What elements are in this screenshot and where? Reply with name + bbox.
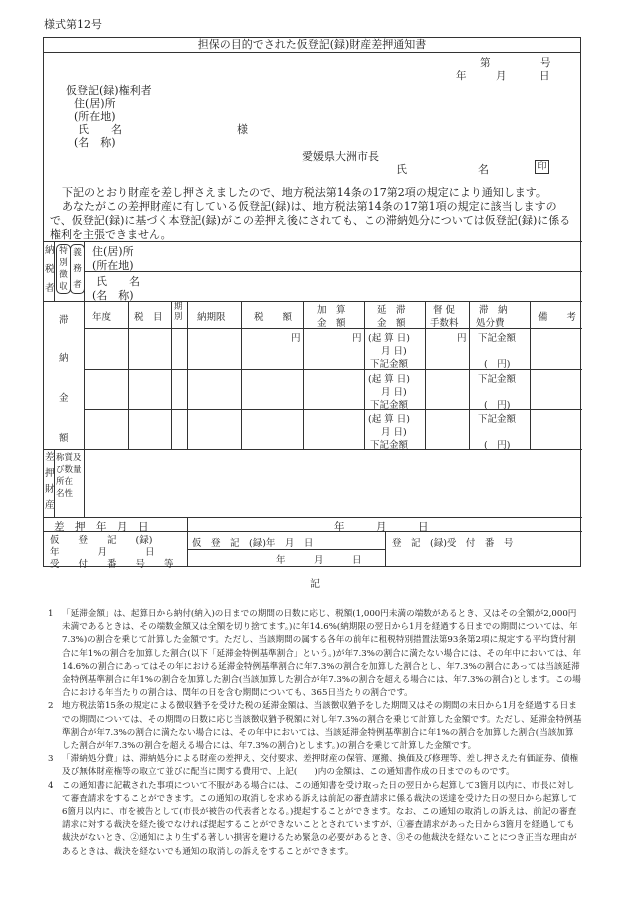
col-tax-item: 税 目 [134, 312, 163, 323]
registration-receipt-number-label: 登 記 (録)受 付 番 号 [392, 538, 514, 549]
yen-tax: 円 [291, 333, 301, 344]
addressee-holder: 仮登記(録)権利者 [66, 84, 152, 97]
col-demand-fee-2: 手数料 [430, 318, 459, 329]
sender-org: 愛媛県大洲市長 [302, 150, 379, 163]
registration-label-3: 受 付 番 号 等 [50, 559, 174, 570]
note-3: 3 「滞納処分費」は、滞納処分による財産の差押え、交付要求、差押財産の保管、運搬、換価及び修理等、差し押さえた有価証券、債権及び無体財産権等の取立て並びに配当に関する費用で、上記( )内の金額は、この通知書作成の日までのものです。 [48, 754, 579, 778]
col-late-fee-2: 金 額 [377, 318, 406, 329]
seize-date-value: 年 月 日 [334, 521, 429, 533]
number-dai: 第 [480, 57, 491, 69]
property-label: 差 押 財 産 [45, 452, 55, 511]
col-year: 年度 [92, 312, 112, 323]
yen-surcharge: 円 [352, 333, 362, 344]
obligor-label: 義 務 者 [70, 244, 85, 294]
taxpayer-label: 納 税 者 [45, 245, 55, 294]
yen-demand: 円 [457, 333, 467, 344]
taxpayer-title-label: (名 称) [92, 289, 134, 302]
delinquent-label-3: 金 [59, 393, 69, 404]
date-month: 月 [496, 70, 507, 82]
notice-form: 担保の目的でされた仮登記(録)財産差押通知書 第 号 年 月 日 仮登記(録)権利者 住(居)所 (所在地) 氏 名 様 (名 称) 愛媛県大洲市長 氏 名 印 下記のとおり財産を差し押さえましたので、地方税法第14条の17第2項の規定により通知します。 あなたがこの差押財産に有している仮登記(録)は、地方税法第14条の17第1項の規定に該当しますので、仮登記(録)に基づく本登記(録)がこの差押え後にされても、この滞納処分については仮登記(録)に係る権利を主張できません。 納 税 者 特 別 徴 収 義 務 者 住(居)所 (所在地) 氏 名 (名 称) 滞 納 金 額 年度 税 目 期別 納期限 税 額 加 算 金 額 延 滞 金 額 督 促 手数料 滞 納 処分費 備 考 円 円 円 (起 算 日) 月 日) 下記金額 下記金額 ( 円) (起 算 日) 月 日) 下記金額 下記金額 ( 円) (起 算 日) 月 日) 下記金額 下記金額 ( 円) 差 押 財 産 称質及 び数量 所在 名性 差 押 年 月 日 年 月 日 仮 登 記 (録) 年 月 日 受 付 番 号 等 仮 登 記 (録)年 月 日 年 月 日 登 記 (録)受 付 番 号 [43, 37, 581, 567]
addressee-address-label: 住(居)所 [74, 97, 116, 110]
note-2: 2 地方税法第15条の規定による徴収猶予を受けた税の延滞金額は、当該徴収猶予をした期間又はその期間の末日から1月を経過する日までの期間については、その期間の日数に応じ当該徴収猶予税額に対し年7.3%の割合を乗じて計算した金額です。ただし、延滞金特例基準割合が年7.3%の割合に満たない場合には、その年中においては、当該延滞金特例基準割合に年1%の割合を加算した割合(当該加算した割合が年7.3%の割合を超える場合には、年7.3%の割合)とします。)の割合を乗じて計算した金額です。 [48, 701, 582, 752]
special-collection-label: 特 別 徴 収 [56, 244, 71, 294]
ki-heading: 記 [310, 579, 320, 590]
sender-mei: 名 [478, 163, 489, 176]
registration-label-2: 年 月 日 [50, 547, 155, 558]
col-disposition-fee-2: 処分費 [476, 318, 505, 329]
col-surcharge-2: 金 額 [317, 318, 346, 329]
date-day: 日 [539, 70, 550, 82]
sender-shi: 氏 [396, 163, 407, 176]
addressee-title-label: (名 称) [74, 136, 116, 149]
provisional-registration-date-value: 年 月 日 [276, 555, 362, 566]
col-disposition-fee-1: 滞 納 [479, 305, 508, 316]
date-year: 年 [456, 70, 467, 82]
col-remarks: 備 考 [538, 312, 577, 323]
taxpayer-address-label: 住(居)所 [92, 245, 134, 258]
registration-label-1: 仮 登 記 (録) [50, 535, 153, 546]
property-description-label: 称質及 び数量 所在 名性 [56, 453, 82, 499]
note-4: 4 この通知書に記載された事項について不服がある場合には、この通知書を受け取った日の翌日から起算して3箇月以内に、市長に対して審査請求をすることができます。この通知の取消しを求める訴えは前記の審査請求に係る裁決の送達を受けた日の翌日から起算して6箇月以内に、市を被告として(市長が被告の代表者となる。)提起することができます。なお、この通知の取消しの訴えは、前記の審査請求に対する裁決を経た後でなければ提起することができないこととされていますが、①審査請求があった日から3箇月を経過しても裁決がないとき、②通知により生ずる著しい損害を避けるため緊急の必要があるとき、③その他裁決を経ないことにつき正当な理由があるときは、裁決を経ないでも通知の取消しの訴えをすることができます。 [48, 780, 577, 857]
addressee-location-label: (所在地) [74, 110, 116, 123]
notes [48, 608, 582, 859]
col-period: 期別 [174, 302, 183, 322]
col-surcharge-1: 加 算 [317, 305, 346, 316]
taxpayer-location-label: (所在地) [92, 259, 134, 272]
note-1: 1 「延滞金額」は、起算日から納付(納入)の日までの期間の日数に応じ、税額(1,000円未満の端数があるとき、又はその全額が2,000円未満であるときは、その端数金額又は全額を切り捨てます。)に年14.6%(納期限の翌日から1月を経過する日までの期間については、年7.3%)の割合を乗じて計算した金額です。ただし、当該期間の属する各年の前年に租税特別措置法第93条第2項に規定する平均貸付割合に年1%の割合を加算した割合(以下「延滞金特例基準割合」という。)が年7.3%の割合に満たない場合には、その年中においては、年14.6%の割合にあってはその年における延滞金特例基準割合に年7.3%の割合を加算した割合とし、年7.3%の割合にあっては当該延滞金特例基準割合に年1%の割合を加算した割合(当該加算した割合が年7.3%の割合を超える場合には、年7.3%の割合)とします。この場合における年当たりの割合は、閏年の日を含む期間についても、365日当たりの割合です。 [48, 609, 582, 699]
addressee-name-label: 氏 名 [78, 123, 122, 136]
provisional-registration-date-label: 仮 登 記 (録)年 月 日 [192, 538, 314, 549]
body-line2: あなたがこの差押財産に有している仮登記(録)は、地方税法第14条の17第1項の規定に該当しますので、仮登記(録)に基づく本登記(録)がこの差押え後にされても、この滞納処分については仮登記(録)に係る権利を主張できません。 [50, 200, 571, 241]
delinquent-label-4: 額 [59, 433, 69, 444]
col-due-date: 納期限 [197, 312, 226, 323]
body-line1: 下記のとおり財産を差し押さえましたので、地方税法第14条の17第2項の規定により通知します。 [62, 186, 547, 199]
col-demand-fee-1: 督 促 [433, 305, 456, 316]
number-go: 号 [540, 57, 551, 69]
form-title: 担保の目的でされた仮登記(録)財産差押通知書 [44, 38, 580, 53]
form-number: 様式第12号 [44, 18, 102, 31]
addressee-honorific: 様 [237, 123, 248, 136]
seize-date-label: 差 押 年 月 日 [54, 521, 149, 533]
delinquent-label-2: 納 [59, 353, 69, 364]
col-tax-amount: 税 額 [254, 312, 293, 323]
taxpayer-name-label: 氏 名 [96, 275, 140, 288]
seal-mark: 印 [535, 160, 549, 174]
col-late-fee-1: 延 滞 [377, 305, 406, 316]
delinquent-label-1: 滞 [59, 315, 69, 326]
